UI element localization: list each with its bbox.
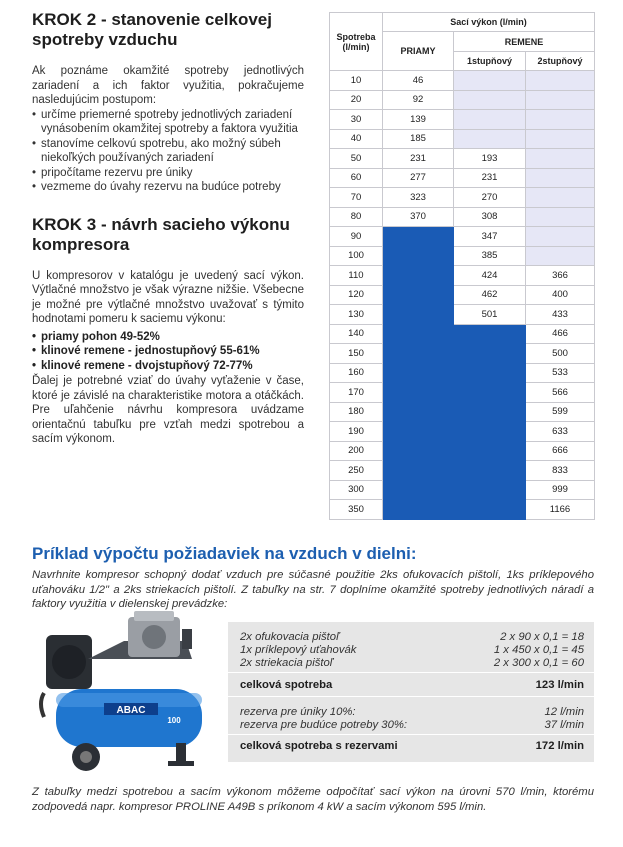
consumption-cell: 50 (330, 149, 383, 169)
stage1-cell (454, 383, 526, 403)
bullet-item: • určíme priemerné spotreby jednotlivých zariadení vynásobením okamžitej spotreby a faktora využitia (32, 108, 304, 137)
stage2-cell: 833 (526, 461, 595, 481)
direct-cell (383, 500, 454, 520)
stage1-cell: 347 (454, 227, 526, 247)
consumption-cell: 130 (330, 305, 383, 325)
stage1-cell: 270 (454, 188, 526, 208)
step3-title-line2: kompresora (32, 234, 130, 254)
consumption-suction-table (329, 12, 595, 520)
reserve-line: rezerva pre budúce potreby 30%: 37 l/min (240, 719, 584, 731)
calculation-box (228, 622, 594, 762)
consumption-cell: 30 (330, 110, 383, 130)
direct-cell (383, 266, 454, 286)
stage1-cell: 193 (454, 149, 526, 169)
step3-paragraph-2: Ďalej je potrebné vziať do úvahy vyťaženie v čase, ktoré je závislé na charakteristike motora a otáčkách. Pre uľahčenie návrhu kompresora uvádzame orientačnú tabuľku pre vzťah medzi spotrebou a sacím výkonom. (32, 375, 304, 445)
table-row (330, 480, 595, 500)
direct-cell: 370 (383, 207, 454, 227)
stage1-cell: 501 (454, 305, 526, 325)
direct-cell: 231 (383, 149, 454, 169)
consumption-cell: 170 (330, 383, 383, 403)
stage2-cell: 500 (526, 344, 595, 364)
stage1-cell (454, 422, 526, 442)
direct-cell: 185 (383, 129, 454, 149)
direct-cell (383, 305, 454, 325)
stage2-cell (526, 71, 595, 91)
stage1-cell (454, 344, 526, 364)
compressor-image (36, 607, 216, 782)
direct-cell: 323 (383, 188, 454, 208)
direct-cell (383, 383, 454, 403)
stage2-cell: 999 (526, 480, 595, 500)
table-row (330, 110, 595, 130)
bullet-item: • klinové remene - jednostupňový 55-61% (32, 344, 304, 359)
bullet-item: • pripočítame rezervu pre úniky (32, 166, 304, 181)
direct-cell (383, 402, 454, 422)
stage1-cell (454, 90, 526, 110)
header-consumption: Spotreba (l/min) (330, 13, 383, 71)
consumption-cell: 40 (330, 129, 383, 149)
stage1-cell: 424 (454, 266, 526, 286)
direct-cell (383, 227, 454, 247)
table-row (330, 305, 595, 325)
table-row (330, 90, 595, 110)
consumption-cell: 300 (330, 480, 383, 500)
stage1-cell (454, 500, 526, 520)
direct-cell (383, 285, 454, 305)
consumption-cell: 20 (330, 90, 383, 110)
stage2-cell: 466 (526, 324, 595, 344)
total-consumption: celková spotreba 123 l/min (240, 679, 584, 691)
stage2-cell: 633 (526, 422, 595, 442)
stage2-cell: 400 (526, 285, 595, 305)
consumption-cell: 250 (330, 461, 383, 481)
stage1-cell: 308 (454, 207, 526, 227)
header-direct: PRIAMY (383, 32, 454, 71)
direct-cell: 139 (383, 110, 454, 130)
step3-paragraph: U kompresorov v katalógu je uvedený sací výkon. Výtlačné množstvo je však výrazne nižšie. Všebecne je možné pre výtlačné množstvo uvažovať s týmito hodnotami pomeru k saciemu výkonu: (32, 269, 304, 325)
stage2-cell: 366 (526, 266, 595, 286)
direct-cell (383, 344, 454, 364)
stage1-cell (454, 110, 526, 130)
table-row (330, 227, 595, 247)
bullet-item: • vezmeme do úvahy rezervu na budúce potreby (32, 180, 304, 195)
step3-title-line1: KROK 3 - návrh sacieho výkonu (32, 214, 290, 234)
table-row (330, 500, 595, 520)
table-row (330, 383, 595, 403)
reserve-line: rezerva pre úniky 10%: 12 l/min (240, 706, 584, 718)
grand-total: celková spotreba s rezervami 172 l/min (240, 740, 584, 752)
stage1-cell (454, 324, 526, 344)
header-stage1: 1stupňový (454, 52, 526, 71)
step2-paragraph: Ak poznáme okamžité spotreby jednotlivých zariadení a ich faktor využitia, pokračujeme nasledujúcim postupom: (32, 65, 304, 106)
direct-cell (383, 441, 454, 461)
step3-title (32, 215, 304, 255)
stage2-cell: 566 (526, 383, 595, 403)
consumption-cell: 190 (330, 422, 383, 442)
direct-cell: 92 (383, 90, 454, 110)
stage2-cell (526, 207, 595, 227)
header-belt: REMENE (454, 32, 595, 52)
example-footer: Z tabuľky medzi spotrebou a sacím výkonom môžeme odpočítať sací výkon na úrovni 570 l/min, ktorému zodpovedá napr. kompresor PROLINE A49B s príkonom 4 kW a sacím výkonom 595 l/min. (32, 786, 594, 813)
compressor-model: 100 (167, 716, 181, 725)
stage2-cell (526, 168, 595, 188)
consumption-cell: 110 (330, 266, 383, 286)
direct-cell (383, 422, 454, 442)
consumption-cell: 180 (330, 402, 383, 422)
stage1-cell (454, 129, 526, 149)
table-row (330, 285, 595, 305)
stage1-cell: 385 (454, 246, 526, 266)
stage2-cell: 599 (526, 402, 595, 422)
consumption-cell: 10 (330, 71, 383, 91)
stage2-cell (526, 227, 595, 247)
bullet-item: • klinové remene - dvojstupňový 72-77% (32, 359, 304, 374)
bullet-item: • priamy pohon 49-52% (32, 330, 304, 345)
table-row (330, 207, 595, 227)
stage2-cell: 666 (526, 441, 595, 461)
table-row (330, 149, 595, 169)
consumption-cell: 200 (330, 441, 383, 461)
direct-cell (383, 461, 454, 481)
stage1-cell (454, 480, 526, 500)
table-row (330, 324, 595, 344)
stage2-cell: 1166 (526, 500, 595, 520)
consumption-cell: 80 (330, 207, 383, 227)
header-stage2: 2stupňový (526, 52, 595, 71)
table-row (330, 71, 595, 91)
direct-cell (383, 246, 454, 266)
stage2-cell (526, 129, 595, 149)
step2-title-line1: KROK 2 - stanovenie celkovej (32, 10, 272, 29)
step3-bullet-list (32, 330, 304, 374)
bullet-item: • stanovíme celkovú spotrebu, ako možný súbeh niekoľkých používaných zariadení (32, 137, 304, 166)
direct-cell (383, 480, 454, 500)
consumption-cell: 160 (330, 363, 383, 383)
step2-title-line2: spotreby vzduchu (32, 30, 178, 49)
consumption-cell: 350 (330, 500, 383, 520)
table-row (330, 129, 595, 149)
table-row (330, 188, 595, 208)
table-row (330, 363, 595, 383)
table-row (330, 441, 595, 461)
stage2-cell (526, 90, 595, 110)
example-intro: Navrhnite kompresor schopný dodať vzduch pre súčasné použitie 2ks ofukovacích pištolí, 1ks príklepového uťahováku 1/2" a 2ks striekacích pištolí. Z tabuľky na str. 7 doplníme okamžité spotreby jednotlivých náradí a faktory využitia v dielenskej prevádzke: (32, 569, 594, 610)
consumption-cell: 100 (330, 246, 383, 266)
consumption-cell: 90 (330, 227, 383, 247)
calc-line: 2x ofukovacia pištoľ 2 x 90 x 0,1 = 18 (240, 631, 584, 643)
stage2-cell: 433 (526, 305, 595, 325)
consumption-cell: 150 (330, 344, 383, 364)
calc-line: 2x striekacia pištoľ 2 x 300 x 0,1 = 60 (240, 657, 584, 669)
stage1-cell (454, 402, 526, 422)
table-row (330, 246, 595, 266)
stage2-cell (526, 149, 595, 169)
left-column (32, 10, 304, 447)
direct-cell: 277 (383, 168, 454, 188)
table-row (330, 168, 595, 188)
example-title: Príklad výpočtu požiadaviek na vzduch v dielni: (32, 544, 417, 563)
stage2-cell: 533 (526, 363, 595, 383)
stage1-cell (454, 363, 526, 383)
stage1-cell (454, 71, 526, 91)
table-row (330, 402, 595, 422)
stage1-cell: 462 (454, 285, 526, 305)
step2-bullet-list (32, 108, 304, 195)
calc-line: 1x príklepový uťahovák 1 x 450 x 0,1 = 45 (240, 644, 584, 656)
table-row (330, 266, 595, 286)
table-row (330, 461, 595, 481)
consumption-cell: 140 (330, 324, 383, 344)
consumption-cell: 120 (330, 285, 383, 305)
direct-cell (383, 324, 454, 344)
stage1-cell: 231 (454, 168, 526, 188)
consumption-cell: 60 (330, 168, 383, 188)
stage2-cell (526, 188, 595, 208)
direct-cell (383, 363, 454, 383)
stage2-cell (526, 110, 595, 130)
compressor-brand: ABAC (116, 705, 146, 716)
stage1-cell (454, 461, 526, 481)
consumption-cell: 70 (330, 188, 383, 208)
table-row (330, 344, 595, 364)
table-row (330, 422, 595, 442)
stage2-cell (526, 246, 595, 266)
step2-title (32, 10, 304, 50)
stage1-cell (454, 441, 526, 461)
direct-cell: 46 (383, 71, 454, 91)
header-suction: Sací výkon (l/min) (383, 13, 595, 32)
